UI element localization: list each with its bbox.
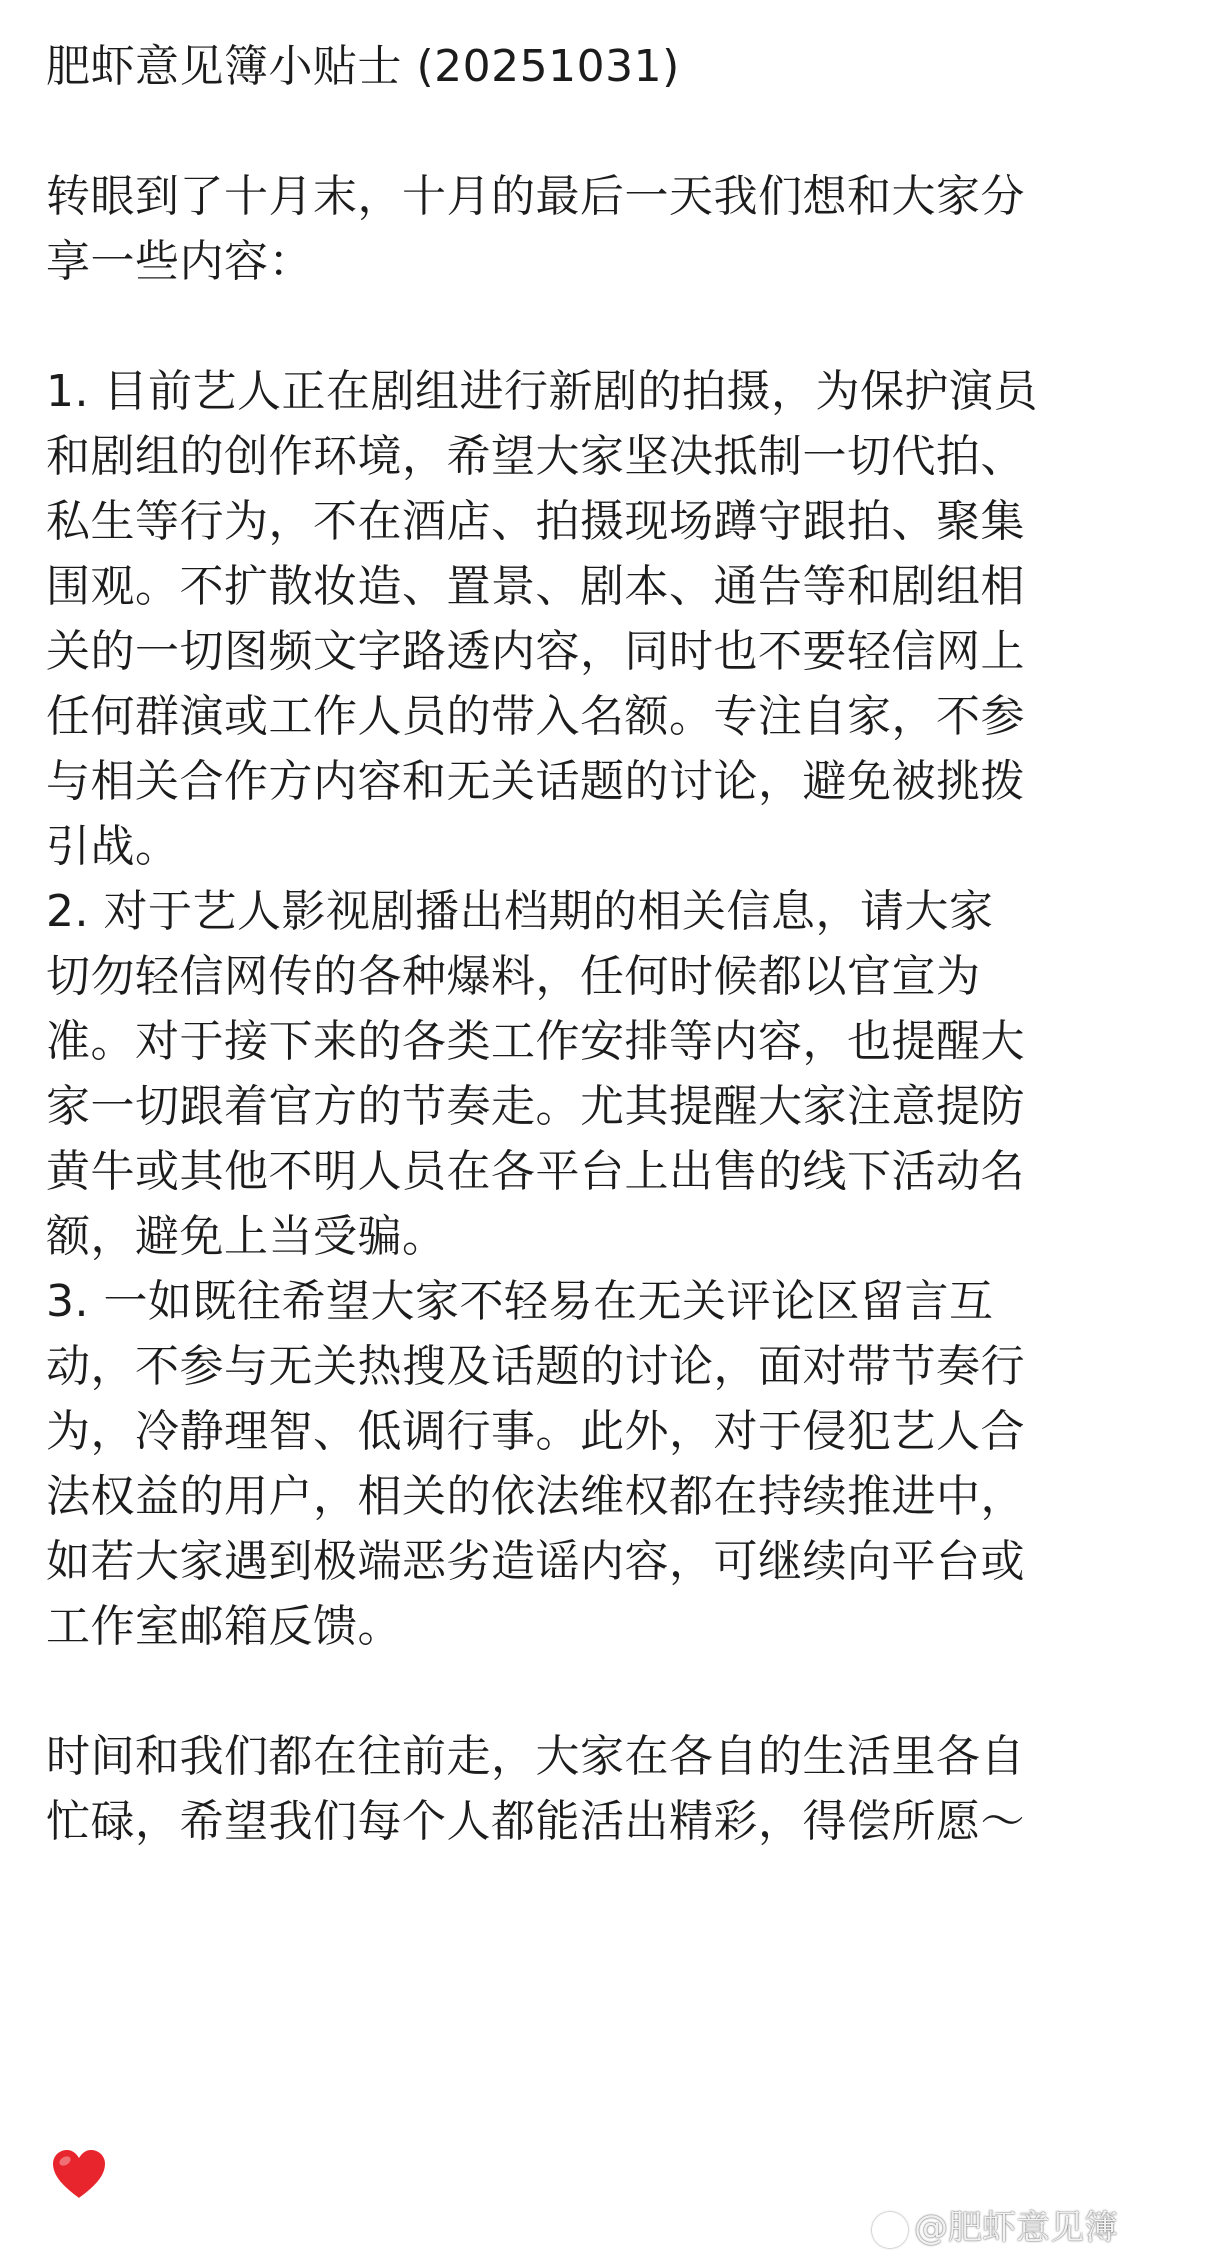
point1-line: 关的一切图频文字路透内容，同时也不要轻信网上 <box>46 626 1025 677</box>
blank-line <box>46 1659 1176 1724</box>
point3-line: 3. 一如既往希望大家不轻易在无关评论区留言互 <box>46 1276 994 1327</box>
point2-line: 2. 对于艺人影视剧播出档期的相关信息，请大家 <box>46 886 994 937</box>
point3-line: 法权益的用户，相关的依法维权都在持续推进中， <box>46 1471 1025 1522</box>
post-title: 肥虾意见簿小贴士 (20251031) <box>46 41 680 92</box>
blank-line <box>46 294 1176 359</box>
point3-line: 动，不参与无关热搜及话题的讨论，面对带节奏行 <box>46 1341 1025 1392</box>
watermark <box>872 2205 1192 2251</box>
watermark-text: @肥虾意见簿 <box>914 2208 1118 2248</box>
point1-line: 私生等行为，不在酒店、拍摄现场蹲守跟拍、聚集 <box>46 496 1025 547</box>
point1-line: 任何群演或工作人员的带入名额。专注自家，不参 <box>46 691 1025 742</box>
point1-line: 围观。不扩散妆造、置景、剧本、通告等和剧组相 <box>46 561 1025 612</box>
point2-line: 黄牛或其他不明人员在各平台上出售的线下活动名 <box>46 1146 1025 1197</box>
point2-line: 额，避免上当受骗。 <box>46 1211 447 1262</box>
closing-line: 时间和我们都在往前走，大家在各自的生活里各自 <box>46 1731 1025 1782</box>
point1-line: 与相关合作方内容和无关话题的讨论，避免被挑拨 <box>46 756 1025 807</box>
point3-line: 工作室邮箱反馈。 <box>46 1601 402 1652</box>
point3-line: 为，冷静理智、低调行事。此外，对于侵犯艺人合 <box>46 1406 1025 1457</box>
heart-icon <box>50 2148 108 2200</box>
point2-line: 准。对于接下来的各类工作安排等内容，也提醒大 <box>46 1016 1025 1067</box>
point1-line: 引战。 <box>46 821 180 872</box>
intro-line: 享一些内容： <box>46 236 313 287</box>
point3-line: 如若大家遇到极端恶劣造谣内容，可继续向平台或 <box>46 1536 1025 1587</box>
blank-line <box>46 99 1176 164</box>
closing-line: 忙碌，希望我们每个人都能活出精彩，得偿所愿～ <box>46 1796 1025 1847</box>
intro-line: 转眼到了十月末，十月的最后一天我们想和大家分 <box>46 171 1025 222</box>
weibo-logo-icon <box>872 2212 908 2248</box>
point1-line: 1. 目前艺人正在剧组进行新剧的拍摄，为保护演员 <box>46 366 1038 417</box>
post-body <box>46 34 1176 1854</box>
point2-line: 切勿轻信网传的各种爆料，任何时候都以官宣为 <box>46 951 981 1002</box>
point2-line: 家一切跟着官方的节奏走。尤其提醒大家注意提防 <box>46 1081 1025 1132</box>
point1-line: 和剧组的创作环境，希望大家坚决抵制一切代拍、 <box>46 431 1025 482</box>
